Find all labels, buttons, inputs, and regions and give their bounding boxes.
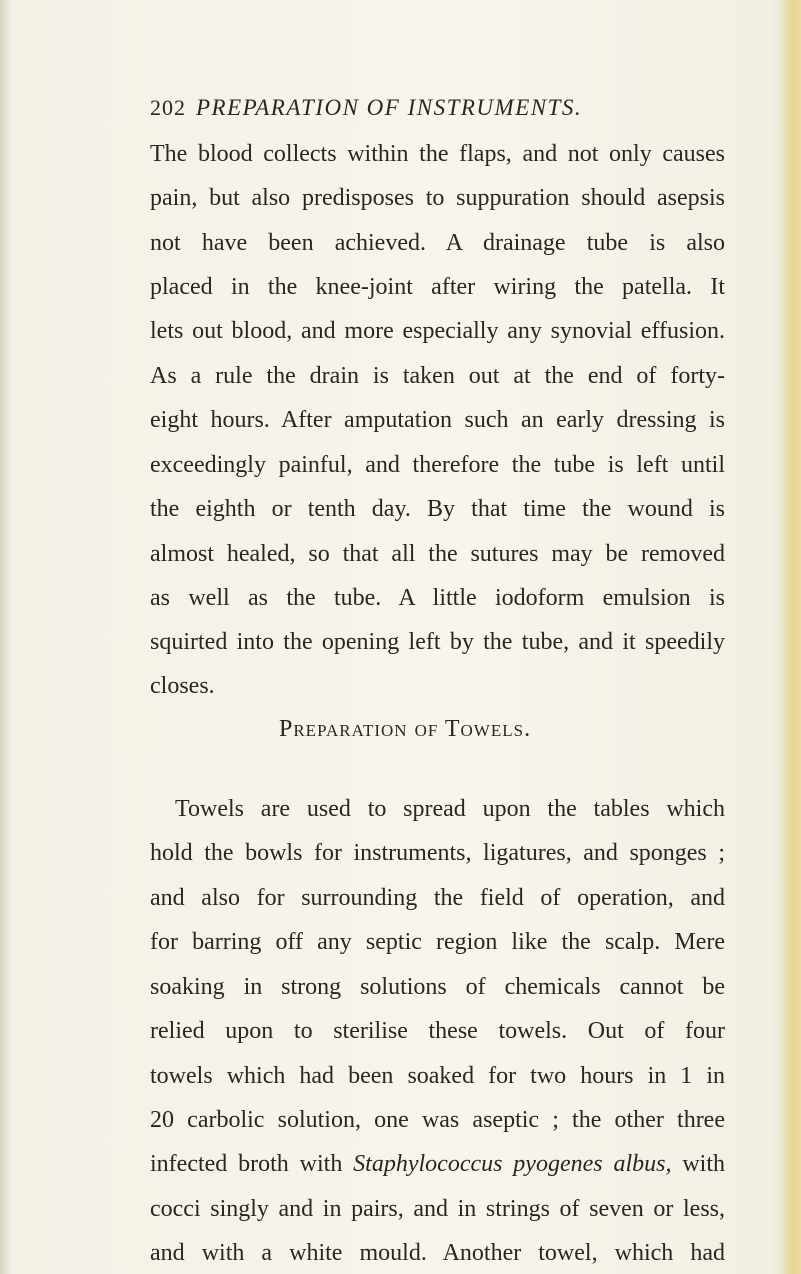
page-number: 202 <box>150 95 186 120</box>
page-edge-yellowing <box>779 0 801 1274</box>
text-line: and with a white mould. Another towel, which had <box>150 1240 725 1266</box>
text-line: closes. <box>150 673 215 699</box>
text-line: exceedingly painful, and therefore the tube is left until <box>150 452 725 478</box>
text-line: the eighth or tenth day. By that time the wound is <box>150 496 725 522</box>
text-line: pain, but also predisposes to suppuration should asepsis <box>150 185 725 211</box>
text-line: for barring off any septic region like the scalp. Mere <box>150 929 725 955</box>
text-line: The blood collects within the flaps, and not only causes <box>150 141 725 167</box>
text-fragment: infected broth with <box>150 1151 354 1177</box>
italic-species-name: Staphylococcus pyogenes albus, <box>353 1151 672 1177</box>
text-line: 20 carbolic solution, one was aseptic ; the other three <box>150 1107 725 1133</box>
text-line: cocci singly and in pairs, and in strings of seven or less, <box>150 1196 725 1222</box>
text-line: lets out blood, and more especially any synovial effusion. <box>150 318 725 344</box>
running-title: PREPARATION OF INSTRUMENTS. <box>196 95 583 120</box>
text-line-with-italic <box>150 1149 725 1179</box>
text-fragment: with <box>671 1151 725 1177</box>
text-line: hold the bowls for instruments, ligatures, and sponges ; <box>150 840 725 866</box>
text-line: squirted into the opening left by the tube, and it speedily <box>150 629 725 655</box>
text-line: As a rule the drain is taken out at the end of forty- <box>150 363 725 389</box>
text-line: not have been achieved. A drainage tube is also <box>150 230 725 256</box>
text-line: relied upon to sterilise these towels. Out of four <box>150 1018 725 1044</box>
text-line: soaking in strong solutions of chemicals cannot be <box>150 974 725 1000</box>
text-line: eight hours. After amputation such an early dressing is <box>150 407 725 433</box>
text-line: and also for surrounding the field of operation, and <box>150 885 725 911</box>
page-gutter-shadow <box>0 0 10 1274</box>
text-line: placed in the knee-joint after wiring the patella. It <box>150 274 725 300</box>
text-line: towels which had been soaked for two hours in 1 in <box>150 1063 725 1089</box>
running-head <box>150 95 710 129</box>
text-line: Towels are used to spread upon the tables which <box>175 796 725 822</box>
section-heading: Preparation of Towels. <box>279 716 532 742</box>
text-line: almost healed, so that all the sutures may be removed <box>150 541 725 567</box>
text-line: as well as the tube. A little iodoform emulsion is <box>150 585 725 611</box>
